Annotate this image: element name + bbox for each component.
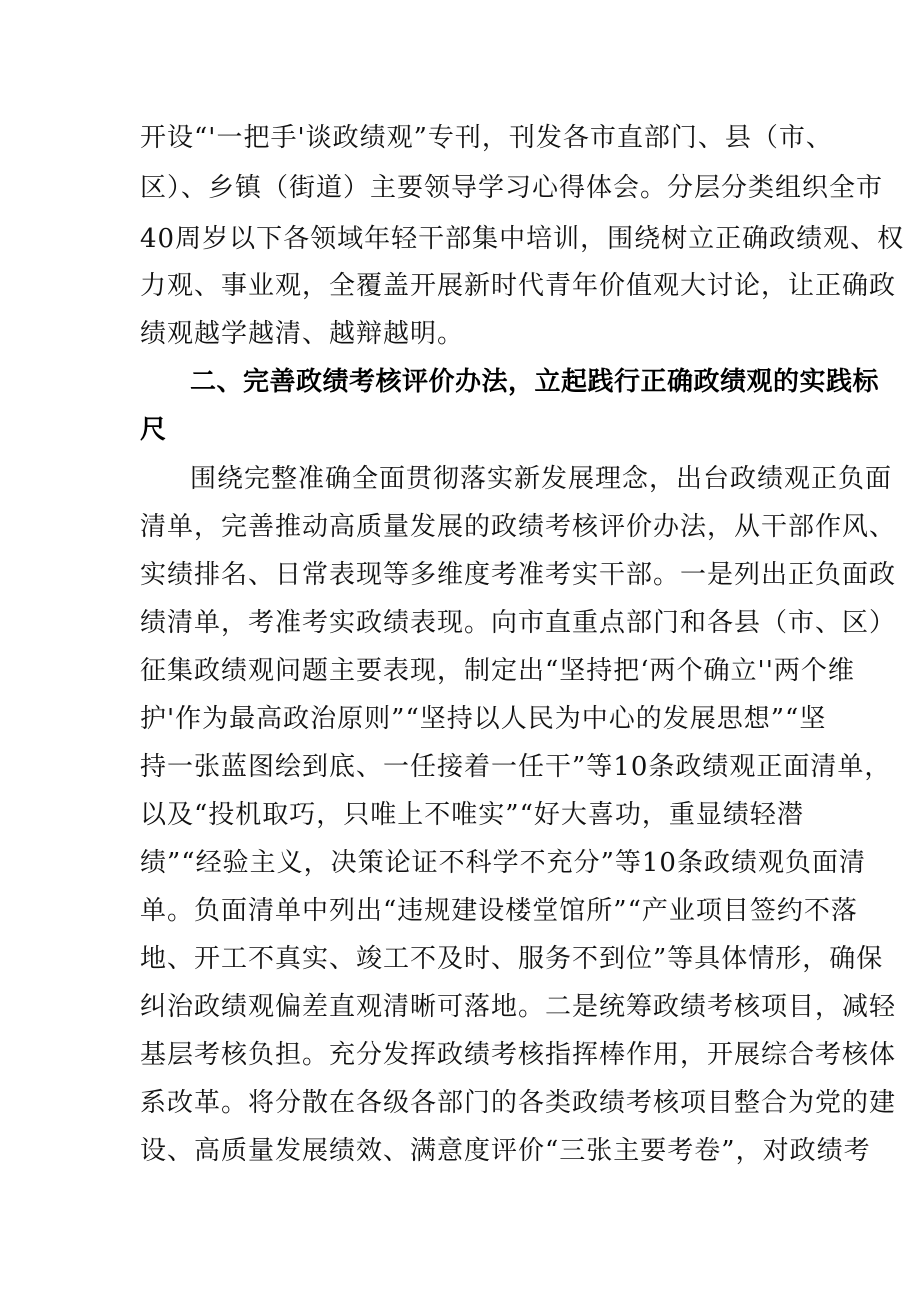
paragraph-line: 围绕完整准确全面贯彻落实新发展理念，出台政绩观正负面 bbox=[190, 464, 893, 494]
paragraph-line: 基层考核负担。充分发挥政绩考核指挥棒作用，开展综合考核体 bbox=[140, 1040, 897, 1070]
paragraph-line: 单。负面清单中列出“违规建设楼堂馆所”“产业项目签约不落 bbox=[140, 896, 858, 926]
paragraph-line: 征集政绩观问题主要表现，制定出“坚持把‘两个确立''两个维 bbox=[140, 656, 855, 686]
paragraph-line: 以及“投机取巧，只唯上不唯实”“好大喜功，重显绩轻潜 bbox=[140, 800, 804, 830]
paragraph-line: 护'作为最高政治原则”“坚持以人民为中心的发展思想”“坚 bbox=[140, 704, 827, 734]
paragraph-line: 清单，完善推动高质量发展的政绩考核评价办法，从干部作风、 bbox=[140, 512, 897, 542]
paragraph-line: 持一张蓝图绘到底、一任接着一任干”等10条政绩观正面清单， bbox=[140, 752, 892, 782]
paragraph-line: 地、开工不真实、竣工不及时、服务不到位”等具体情形，确保 bbox=[140, 944, 884, 974]
paragraph-line: 开设“'一把手'谈政绩观”专刊，刊发各市直部门、县（市、 bbox=[140, 123, 833, 153]
paragraph-line: 绩清单，考准考实政绩表现。向市直重点部门和各县（市、区） bbox=[140, 608, 897, 638]
paragraph-line: 绩”“经验主义，决策论证不科学不充分”等10条政绩观负面清 bbox=[140, 848, 866, 878]
paragraph-line: 40周岁以下各领域年轻干部集中培训，围绕树立正确政绩观、权 bbox=[140, 224, 905, 254]
paragraph-line: 纠治政绩观偏差直观清晰可落地。二是统筹政绩考核项目，减轻 bbox=[140, 992, 897, 1022]
paragraph-line: 系改革。将分散在各级各部门的各类政绩考核项目整合为党的建 bbox=[140, 1088, 897, 1118]
section-heading: 二、完善政绩考核评价办法，立起践行正确政绩观的实践标 bbox=[190, 367, 880, 397]
paragraph-line: 设、高质量发展绩效、满意度评价“三张主要考卷”，对政绩考 bbox=[140, 1136, 871, 1166]
paragraph-line: 绩观越学越清、越辩越明。 bbox=[140, 319, 465, 349]
paragraph-line: 力观、事业观，全覆盖开展新时代青年价值观大讨论，让正确政 bbox=[140, 271, 897, 301]
paragraph-line: 区）、乡镇（街道）主要领导学习心得体会。分层分类组织全市 bbox=[140, 173, 884, 203]
section-heading-continued: 尺 bbox=[140, 415, 167, 445]
paragraph-line: 实绩排名、日常表现等多维度考准考实干部。一是列出正负面政 bbox=[140, 560, 897, 590]
